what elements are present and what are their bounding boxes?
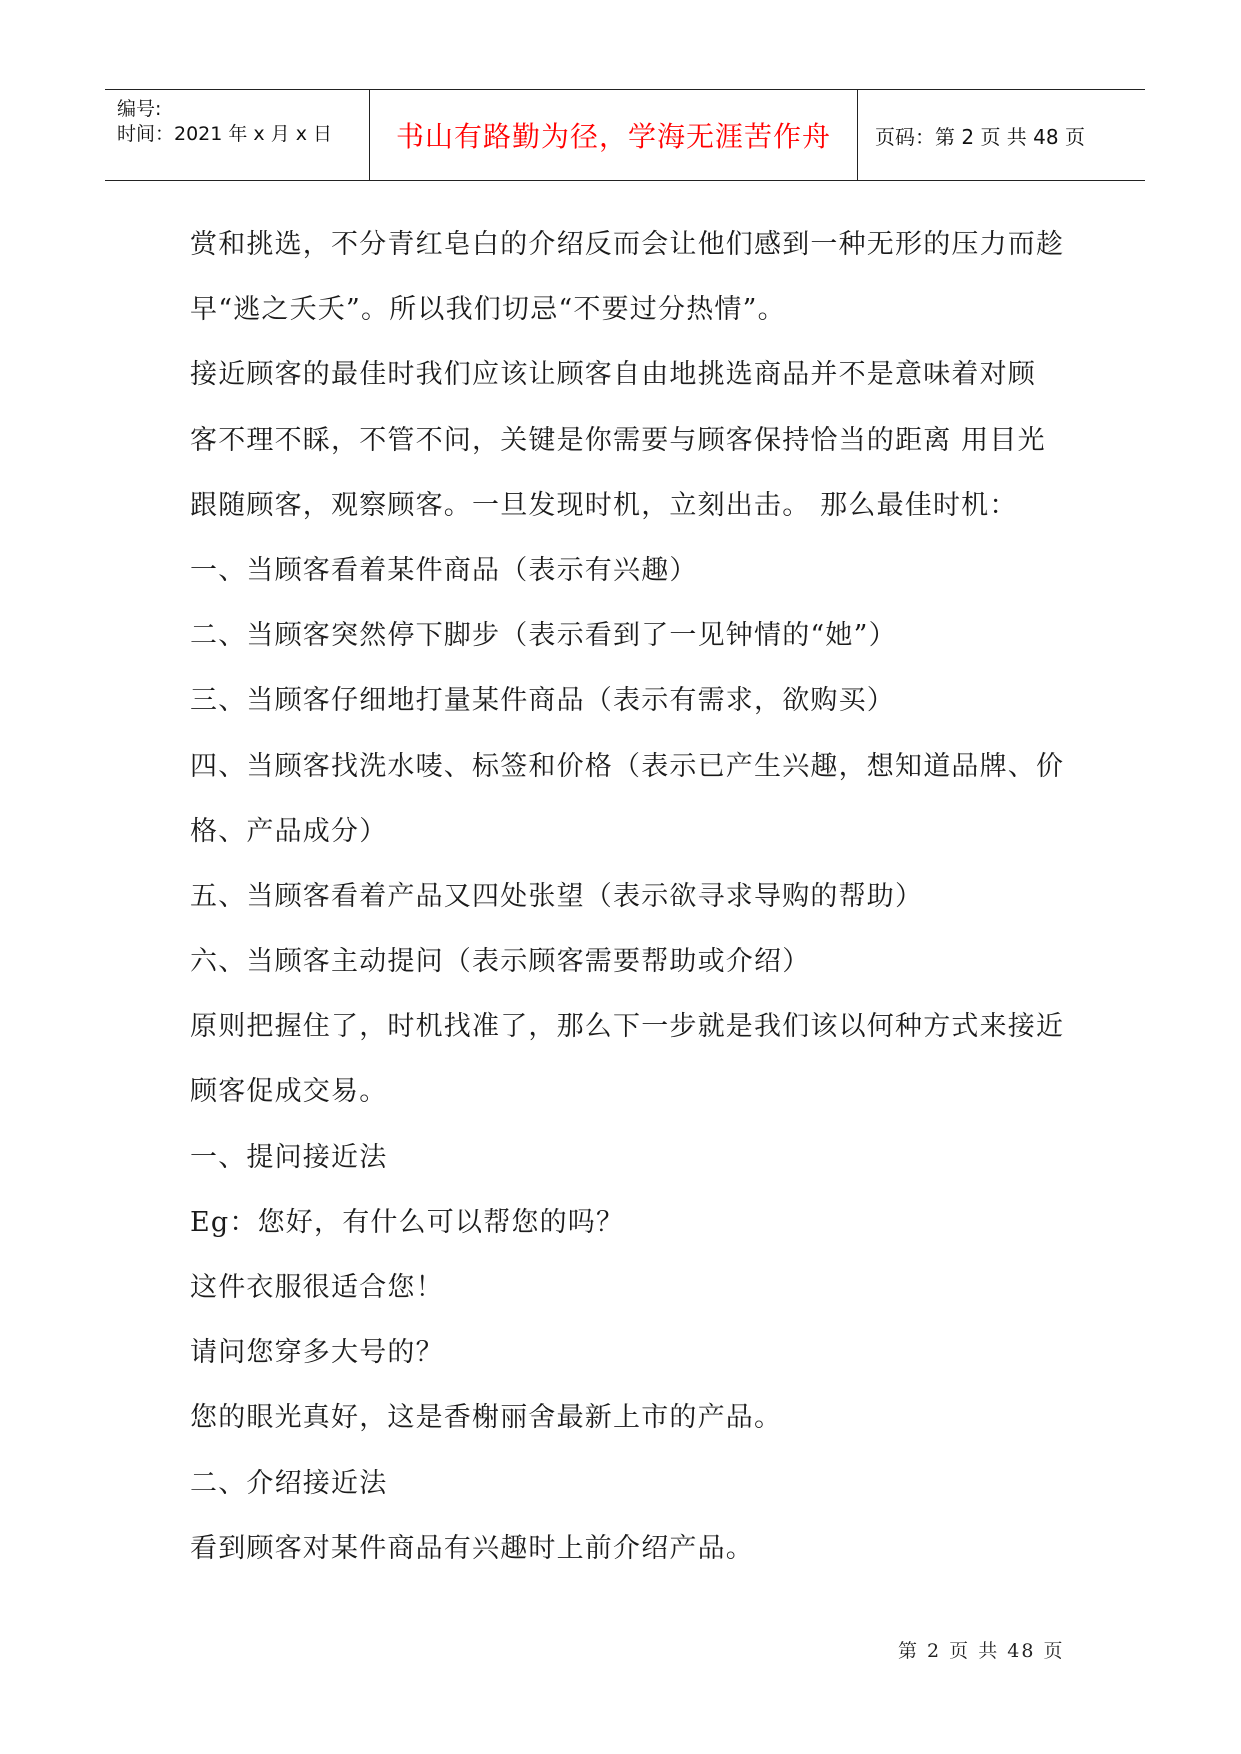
- document-header: [105, 89, 1145, 181]
- header-page-cell: [858, 90, 1145, 180]
- body-line: 五、当顾客看着产品又四处张望（表示欲寻求导购的帮助）: [190, 880, 924, 912]
- footer-page-number: 第 2 页 共 48 页: [898, 1640, 1065, 1662]
- body-line: 早“逃之夭夭”。所以我们切忌“不要过分热情”。: [190, 294, 786, 326]
- body-line: 原则把握住了，时机找准了，那么下一步就是我们该以何种方式来接近: [190, 1011, 1065, 1043]
- body-line: 一、提问接近法: [190, 1141, 388, 1173]
- body-line: 二、当顾客突然停下脚步（表示看到了一见钟情的“她”）: [190, 620, 897, 652]
- body-line: 跟随顾客，观察顾客。一旦发现时机，立刻出击。 那么最佳时机：: [190, 489, 1018, 521]
- body-line: 这件衣服很适合您！: [190, 1272, 444, 1303]
- header-motto-cell: [370, 90, 858, 180]
- body-line: 一、当顾客看着某件商品（表示有兴趣）: [190, 554, 698, 586]
- body-line: Eg：您好，有什么可以帮您的吗？: [190, 1206, 625, 1238]
- body-line: 您的眼光真好，这是香榭丽舍最新上市的产品。: [190, 1402, 783, 1434]
- body-line: 赏和挑选，不分青红皂白的介绍反而会让他们感到一种无形的压力而趁: [190, 229, 1065, 260]
- body-line: 接近顾客的最佳时我们应该让顾客自由地挑选商品并不是意味着对顾: [190, 359, 1036, 391]
- body-line: 格、产品成分）: [190, 815, 388, 847]
- body-line: 三、当顾客仔细地打量某件商品（表示有需求，欲购买）: [190, 685, 895, 717]
- body-line: 顾客促成交易。: [190, 1076, 388, 1108]
- body-line: 客不理不睬，不管不问，关键是你需要与顾客保持恰当的距离 用目光: [190, 424, 1046, 456]
- body-line: 六、当顾客主动提问（表示顾客需要帮助或介绍）: [190, 946, 811, 978]
- serial-number-label: 编号:: [117, 98, 162, 120]
- body-line: 四、当顾客找洗水唛、标签和价格（表示已产生兴趣，想知道品牌、价: [190, 750, 1065, 782]
- body-line: 请问您穿多大号的？: [190, 1337, 444, 1369]
- document-body: [190, 217, 1090, 1586]
- header-info-cell: [105, 90, 370, 180]
- body-line: 二、介绍接近法: [190, 1467, 388, 1499]
- motto-text: 书山有路勤为径，学海无涯苦作舟: [395, 120, 831, 153]
- date-label: 时间：2021 年 x 月 x 日: [117, 123, 333, 145]
- body-line: 看到顾客对某件商品有兴趣时上前介绍产品。: [190, 1532, 754, 1564]
- header-page-number: 页码：第 2 页 共 48 页: [875, 124, 1085, 149]
